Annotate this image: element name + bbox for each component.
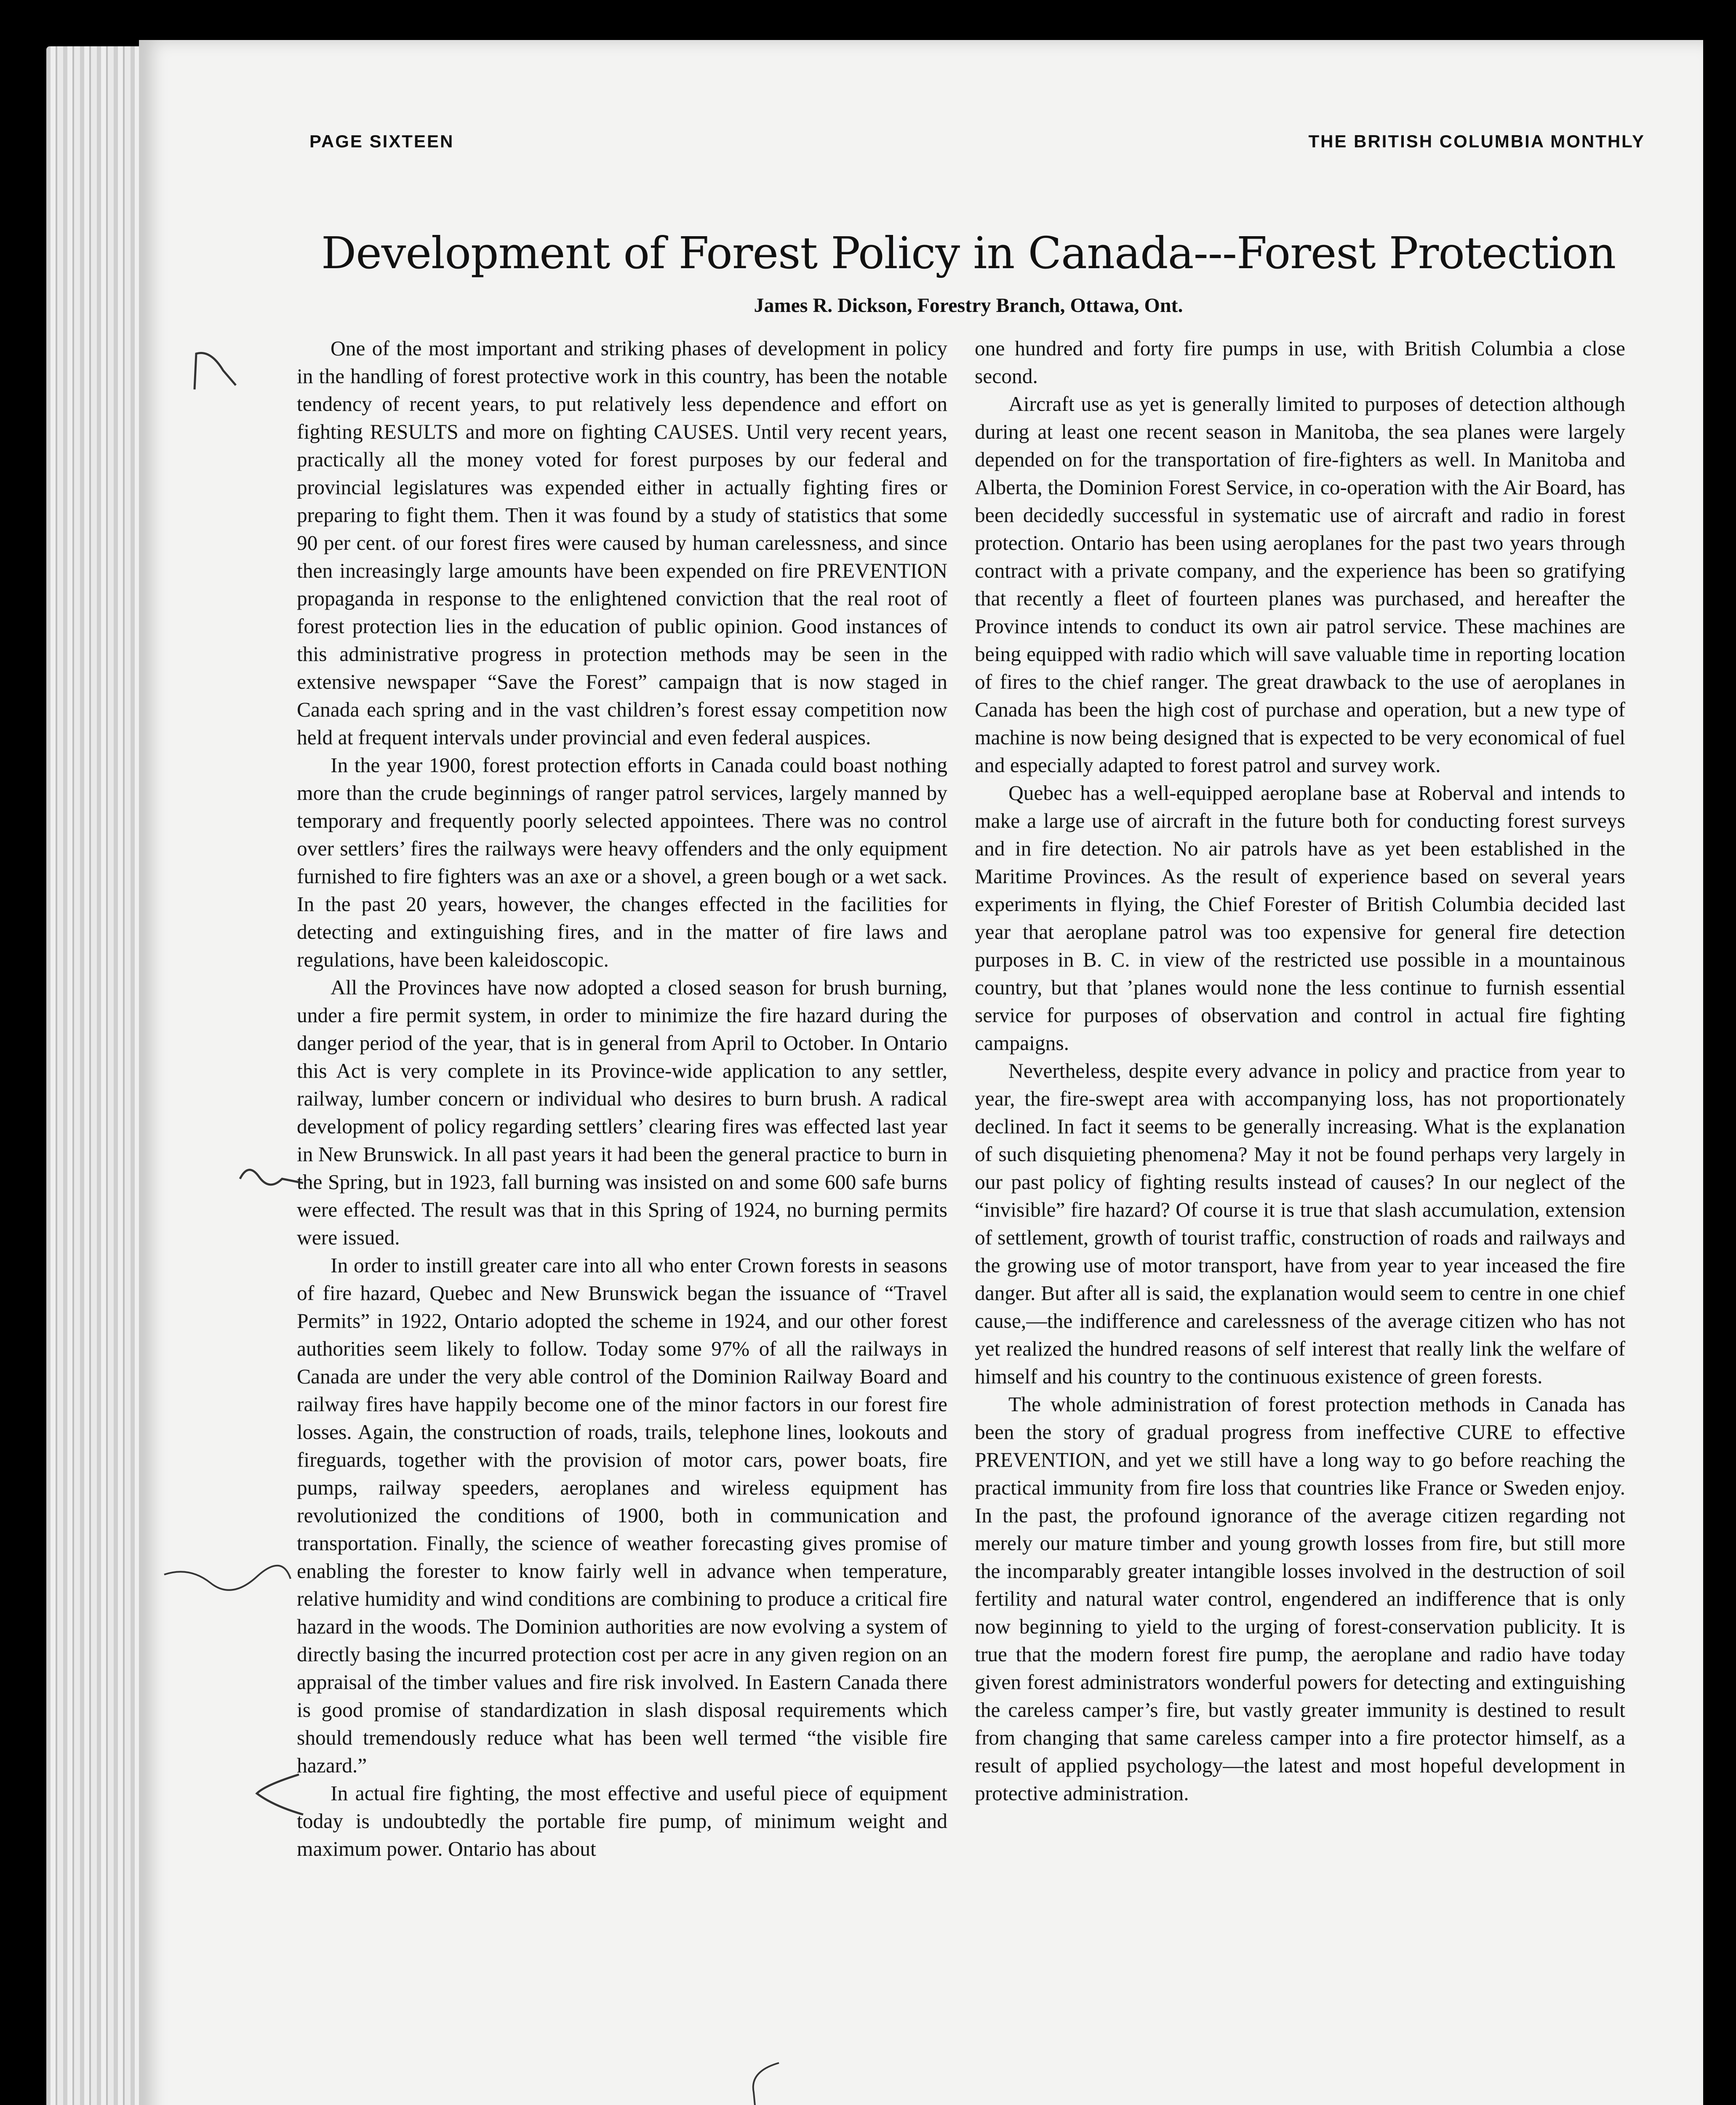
- paragraph: In order to instill greater care into all who enter Crown forests in seasons of fire hazard, Quebec and New Brunswick began the issuance of “Travel Permits” in 1922, Ontario adopted the scheme in 1924, and our other forest authorities seem likely to follow. Today some 97% of all the railways in Canada are under the very able control of the Dominion Railway Board and railway fires have happily become one of the minor factors in our forest fire losses. Again, the construction of roads, trails, telephone lines, lookouts and fireguards, together with the provision of motor cars, power boats, fire pumps, railway speeders, aeroplanes and wireless equipment has revolutionized the conditions of 1900, both in communication and transportation. Finally, the science of weather forecasting gives promise of enabling the forester to know fairly well in advance when temperature, relative humidity and wind conditions are combining to produce a critical fire hazard in the woods. The Dominion authorities are now evolving a system of directly basing the incurred protection cost per acre in any given region on an appraisal of the timber values and fire risk involved. In Eastern Canada there is good promise of standardization in slash disposal requirements which should tremendously reduce what has been well termed “the visible fire hazard.”: [297, 1254, 947, 1777]
- pencil-mark-icon: [185, 345, 244, 396]
- paragraph: In actual fire fighting, the most effective and useful piece of equipment today is undoubtedly the portable fire pump, of minimum weight and maximum power. Ontario has about: [297, 1782, 947, 1860]
- paragraph: Aircraft use as yet is generally limited to purposes of detection although during at least one recent season in Manitoba, the sea planes were largely depended on for the transportation of fire-fighters as well. In Manitoba and Alberta, the Dominion Forest Service, in co-operation with the Air Board, has been decidedly successful in systematic use of aircraft and radio in forest protection. Ontario has been using aeroplanes for the past two years through contract with a private company, and the experience has been so gratifying that recently a fleet of fourteen planes was purchased, and hereafter the Province intends to conduct its own air patrol service. These machines are being equipped with radio which will save valuable time in reporting location of fires to the chief ranger. The great drawback to the use of aeroplanes in Canada has been the high cost of purchase and operation, but a new type of machine is now being designed that is expected to be very economical of fuel and especially adapted to forest patrol and survey work.: [975, 392, 1625, 777]
- pencil-mark-icon: [741, 2054, 792, 2105]
- page-number-header: PAGE SIXTEEN: [309, 131, 454, 151]
- bracket-mark-icon: [248, 1768, 307, 1819]
- paragraph: one hundred and forty fire pumps in use, with British Columbia a close second.: [975, 337, 1625, 388]
- publication-header: THE BRITISH COLUMBIA MONTHLY: [1308, 131, 1645, 151]
- paragraph: The whole administration of forest protection methods in Canada has been the story of gradual progress from ineffective CURE to effective PREVENTION, and yet we still have a long way to go before reaching the practical immunity from fire loss that countries like France or Sweden enjoy. In the past, the profound ignorance of the average citizen regarding not merely our mature timber and young growth losses from fire, but still more the incomparably greater intangible losses involved in the destruction of soil fertility and natural water control, engendered an indifference that is only now beginning to yield to the urging of forest-conservation publicity. It is true that the modern forest fire pump, the aeroplane and radio have today given forest administrators wonderful powers for detecting and extinguishing the careless camper’s fire, but vastly greater immunity is destined to result from changing that same careless camper into a fire protector himself, as a result of applied psychology—the latest and most hopeful development in protective administration.: [975, 1393, 1625, 1805]
- film-border-top: [0, 0, 1736, 38]
- text-column-left: [297, 335, 947, 2105]
- paragraph: In the year 1900, forest protection efforts in Canada could boast nothing more than the crude beginnings of ranger patrol services, largely manned by temporary and frequently poorly selected appointees. There was no control over settlers’ fires the railways were heavy offenders and the only equipment furnished to fire fighters was an axe or a shovel, a green bough or a wet sack. In the past 20 years, however, the changes effected in the facilities for detecting and extinguishing fires, and in the matter of fire laws and regulations, have been kaleidoscopic.: [297, 754, 947, 971]
- article-byline: James R. Dickson, Forestry Branch, Ottawa, Ont.: [754, 294, 1183, 317]
- scribble-mark-icon: [236, 1154, 307, 1196]
- paragraph: All the Provinces have now adopted a closed season for brush burning, under a fire permit system, in order to minimize the fire hazard during the danger period of the year, that is in general from April to October. In Ontario this Act is very complete in its Province-wide application to any settler, railway, lumber concern or individual who desires to burn brush. A radical development of policy regarding settlers’ clearing fires was effected last year in New Brunswick. In all past years it had been the general practice to burn in the Spring, but in 1923, fall burning was insisted on and some 600 safe burns were effected. The result was that in this Spring of 1924, no burning permits were issued.: [297, 976, 947, 1249]
- paragraph: One of the most important and striking phases of development in policy in the handling of forest protective work in this country, has been the notable tendency of recent years, to put relatively less dependence and effort on fighting RESULTS and more on fighting CAUSES. Until very recent years, practically all the money voted for forest purposes by our federal and provincial legislatures was expended either in actually fighting fires or preparing to fight them. Then it was found by a study of statistics that some 90 per cent. of our forest fires were caused by human carelessness, and since then increasingly large amounts have been expended on fire PREVENTION propaganda in response to the enlightened conviction that the real root of forest protection lies in the education of public opinion. Good instances of this administrative progress in protection methods may be seen in the extensive newspaper “Save the Forest” campaign that is now staged in Canada each spring and in the vast children’s forest essay competition now held at frequent intervals under provincial and even federal auspices.: [297, 337, 947, 749]
- text-column-right: [975, 335, 1625, 2105]
- film-border-right: [1703, 0, 1736, 2105]
- paragraph: Nevertheless, despite every advance in policy and practice from year to year, the fire-swept area with accompanying loss, has not proportionately declined. In fact it seems to be generally increasing. What is the explanation of such disquieting phenomena? May it not be found perhaps very largely in our past policy of fighting results instead of causes? In our neglect of the “invisible” fire hazard? Of course it is true that slash accumulation, extension of settlement, growth of tourist traffic, construction of roads and railways and the growing use of motor transport, have from year to year inceased the fire danger. But after all is said, the explanation would seem to centre in one chief cause,—the indifference and carelessness of the average citizen who has not yet realized the hundred reasons of self interest that really link the welfare of himself and his country to the continuous existence of green forests.: [975, 1059, 1625, 1388]
- scribble-mark-icon: [160, 1558, 295, 1596]
- paragraph: Quebec has a well-equipped aeroplane base at Roberval and intends to make a large use of aircraft in the future both for conducting forest surveys and in fire detection. No air patrols have as yet been established in the Maritime Provinces. As the result of experience based on several years experiments in flying, the Chief Forester of British Columbia decided last year that aeroplane patrol was too expensive for general fire detection purposes in B. C. in view of the restricted use possible in a mountainous country, but that ’planes would none the less continue to furnish essential service for purposes of observation and control in actual fire fighting campaigns.: [975, 781, 1625, 1055]
- article-title: Development of Forest Policy in Canada---Forest Protection: [321, 227, 1616, 279]
